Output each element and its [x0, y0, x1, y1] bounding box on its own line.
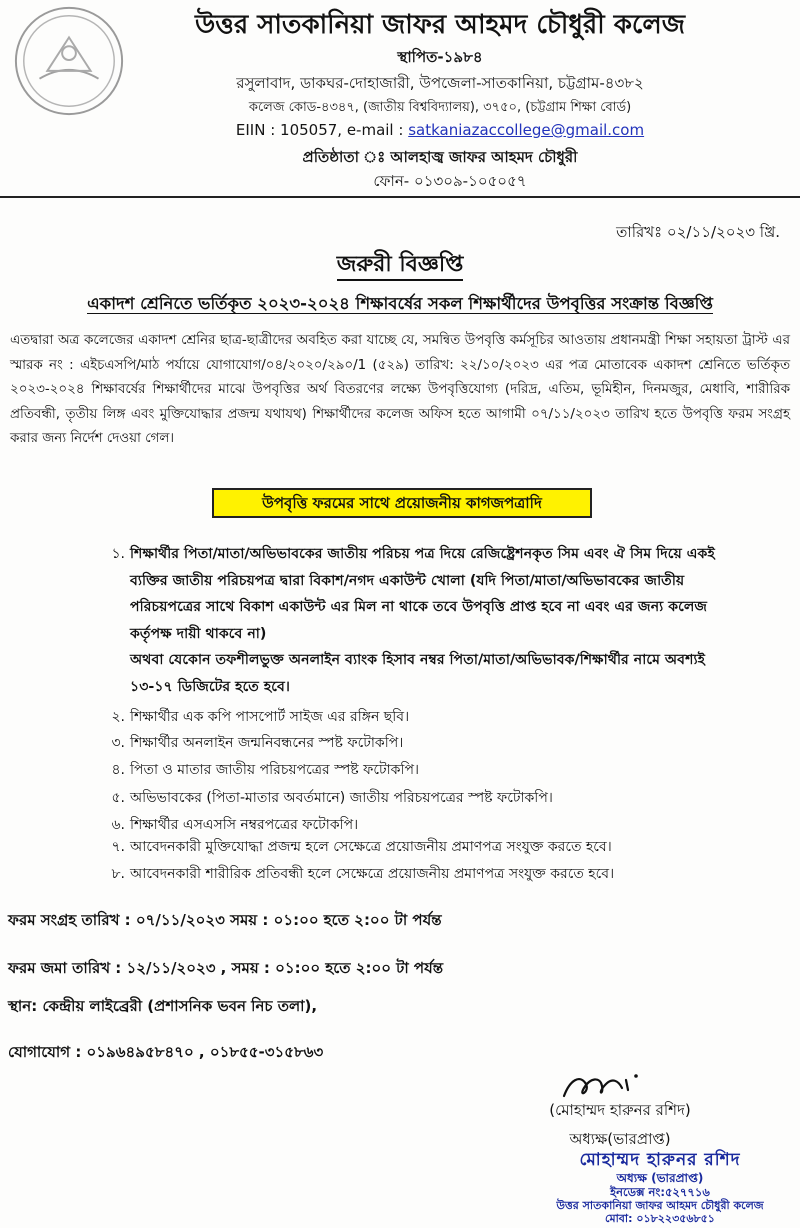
form-submit-date: ফরম জমা তারিখ : ১২/১১/২০২৩ , সময় : ০১:০০ হতে ২:০০ টা পর্যন্ত [8, 959, 444, 977]
notice-title-text: জরুরী বিজ্ঞপ্তি [337, 252, 464, 281]
list-item-number: ২. [111, 709, 125, 725]
list-item-number: ১. [111, 546, 125, 562]
notice-title [0, 247, 800, 284]
list-item-text: পিতা ও মাতার জাতীয় পরিচয়পত্রের স্পষ্ট ফটোকপি। [130, 762, 419, 778]
form-collect-date: ফরম সংগ্রহ তারিখ : ০৭/১১/২০২৩ সময় : ০১:০০ হতে ২:০০ টা পর্যন্ত [8, 911, 442, 929]
college-name: উত্তর সাতকানিয়া জাফর আহমদ চৌধুরী কলেজ [195, 10, 685, 40]
signature-mark [556, 1070, 666, 1102]
notice-subject-text: একাদশ শ্রেনিতে ভর্তিকৃত ২০২৩-২০২৪ শিক্ষাবর্ষের সকল শিক্ষার্থীদের উপবৃত্তির সংক্রান্ত বিজ্ঞপ্তি [87, 294, 713, 313]
list-item-number: ৪. [111, 762, 125, 778]
stamp-mobile: মোবা: ০১৮২২৩৫৬৮৫১ [605, 1212, 715, 1225]
phone-line: ফোন- ০১৩০৯-১০৫০৫৭ [373, 172, 527, 190]
list-item-text: অভিভাবকের (পিতা-মাতার অবর্তমানে) জাতীয় পরিচয়পত্রের স্পষ্ট ফটোকপি। [130, 790, 553, 806]
requirement-alt-text: অথবা যেকোন তফশীলভুক্ত অনলাইন ব্যাংক হিসাব নম্বর পিতা/মাতা/অভিভাবক/শিক্ষার্থীর নামে অবশ্যই ১৩-১৭ ডিজিটের হতে হবে। [130, 652, 705, 695]
stamp-index: ইনডেক্স নং:৫২৭৭১৬ [610, 1185, 710, 1199]
founder-line: প্রতিষ্ঠাতা ঃ আলহাজ্ব জাফর আহমদ চৌধুরী [302, 148, 578, 166]
stamp-name: মোহাম্মদ হারুনর রশিদ [579, 1150, 741, 1170]
list-item-text: শিক্ষার্থীর অনলাইন জন্মনিবন্ধনের স্পষ্ট ফটোকপি। [130, 735, 404, 751]
stamp-college: উত্তর সাতকানিয়া জাফর আহমদ চৌধুরী কলেজ [556, 1199, 764, 1212]
list-item-number: ৩. [111, 735, 125, 751]
list-item-number: ৬. [111, 817, 125, 833]
requirement-main-text: শিক্ষার্থীর পিতা/মাতা/অভিভাবকের জাতীয় পরিচয় পত্র দিয়ে রেজিষ্ট্রেশনকৃত সিম এবং ঐ সিম দিয়ে একই ব্যক্তির জাতীয় পরিচয়পত্র দ্বারা বিকাশ/নগদ একাউন্ট খোলা (যদি পিতা/মাতা/অভিভাবকের জাতীয় পরিচয়পত্রের সাথে বিকাশ একাউন্ট এর মিল না থাকে তবে উপবৃত্তি প্রাপ্ত হবে না এবং এর জন্য কলেজ কর্তৃপক্ষ দায়ী থাকবে না) [130, 546, 715, 642]
list-item-text: আবেদনকারী মুক্তিযোদ্ধা প্রজন্ম হলে সেক্ষেত্রে প্রয়োজনীয় প্রমাণপত্র সংযুক্ত করতে হবে। [130, 839, 612, 855]
eiin-email-line [140, 121, 740, 139]
required-documents-heading: উপবৃত্তি ফরমের সাথে প্রয়োজনীয় কাগজপত্রাদি [212, 488, 592, 518]
established-year: স্থাপিত-১৯৮৪ [397, 48, 483, 66]
stamp-title: অধ্যক্ষ (ভারপ্রাপ্ত) [616, 1171, 704, 1185]
list-item-text: শিক্ষার্থীর এক কপি পাসপোর্ট সাইজ এর রঙ্গিন ছবি। [130, 709, 410, 725]
header-divider [0, 196, 800, 198]
list-item-text: আবেদনকারী শারীরিক প্রতিবন্ধী হলে সেক্ষেত্রে প্রয়োজনীয় প্রমাণপত্র সংযুক্ত করতে হবে। [130, 866, 615, 882]
eiin-label: EIIN : 105057, e-mail : [235, 121, 409, 139]
notice-body: এতদ্বারা অত্র কলেজের একাদশ শ্রেনির ছাত্র-ছাত্রীদের অবহিত করা যাচ্ছে যে, সমন্বিত উপবৃত্তি কর্মসূচির আওতায় প্রধানমন্ত্রী শিক্ষা সহায়তা ট্রাস্ট এর স্মারক নং : এইচএসপি/মাঠ পর্যায়ে যোগাযোগ/০৪/২০২০/২৯০/1 (৫২৯) তারিখ: ২২/১০/২০২৩ এর পত্র মোতাবেক একাদশ শ্রেনিতে ভর্তিকৃত ২০২৩-২০২৪ শিক্ষাবর্ষের শিক্ষার্থীদের মাঝে উপবৃত্তির অর্থ বিতরণের লক্ষ্যে উপবৃত্তিযোগ্য (দরিদ্র, এতিম, ভূমিহীন, দিনমজুর, মেধাবি, শারীরিক প্রতিবন্ধী, তৃতীয় লিঙ্গ এবং মুক্তিযোদ্ধার প্রজন্ম যথাযথ) শিক্ষার্থীদের কলেজ অফিস হতে আগামী ০৭/১১/২০২৩ তারিখ হতে উপবৃত্তি ফরম সংগ্রহ করার জন্য নির্দেশ দেওয়া গেল। [10, 333, 790, 447]
contact-numbers: যোগাযোগ : ০১৯৬৪৯৫৮৪৭০ , ০১৮৫৫-৩১৫৮৬৩ [8, 1043, 324, 1061]
email-link[interactable]: satkaniazaccollege@gmail.com [408, 121, 645, 139]
college-code: কলেজ কোড-৪৩৪৭, (জাতীয় বিশ্ববিদ্যালয়), ৩৭৫০, (চট্টগ্রাম শিক্ষা বোর্ড) [248, 100, 632, 115]
official-stamp [526, 1150, 794, 1225]
notice-date: তারিখঃ ০২/১১/২০২৩ খ্রি. [616, 223, 780, 241]
list-item-number: ৭. [111, 839, 125, 855]
college-emblem-icon [10, 2, 128, 120]
notice-subject [0, 291, 800, 318]
list-item-number: ৮. [111, 866, 125, 882]
list-item-text: শিক্ষার্থীর এসএসসি নম্বরপত্রের ফটোকপি। [130, 817, 359, 833]
list-item-number: ৫. [111, 790, 125, 806]
college-address: রসুলাবাদ, ডাকঘর-দোহাজারী, উপজেলা-সাতকানিয়া, চট্টগ্রাম-৪৩৮২ [236, 74, 644, 92]
signatory-name: (মোহাম্মদ হারুনর রশিদ) [549, 1101, 691, 1119]
list-item-text [130, 541, 730, 700]
form-place: স্থান: কেন্দ্রীয় লাইব্রেরী (প্রশাসনিক ভবন নিচ তলা), [8, 997, 318, 1015]
signatory-title: অধ্যক্ষ(ভারপ্রাপ্ত) [569, 1130, 671, 1148]
